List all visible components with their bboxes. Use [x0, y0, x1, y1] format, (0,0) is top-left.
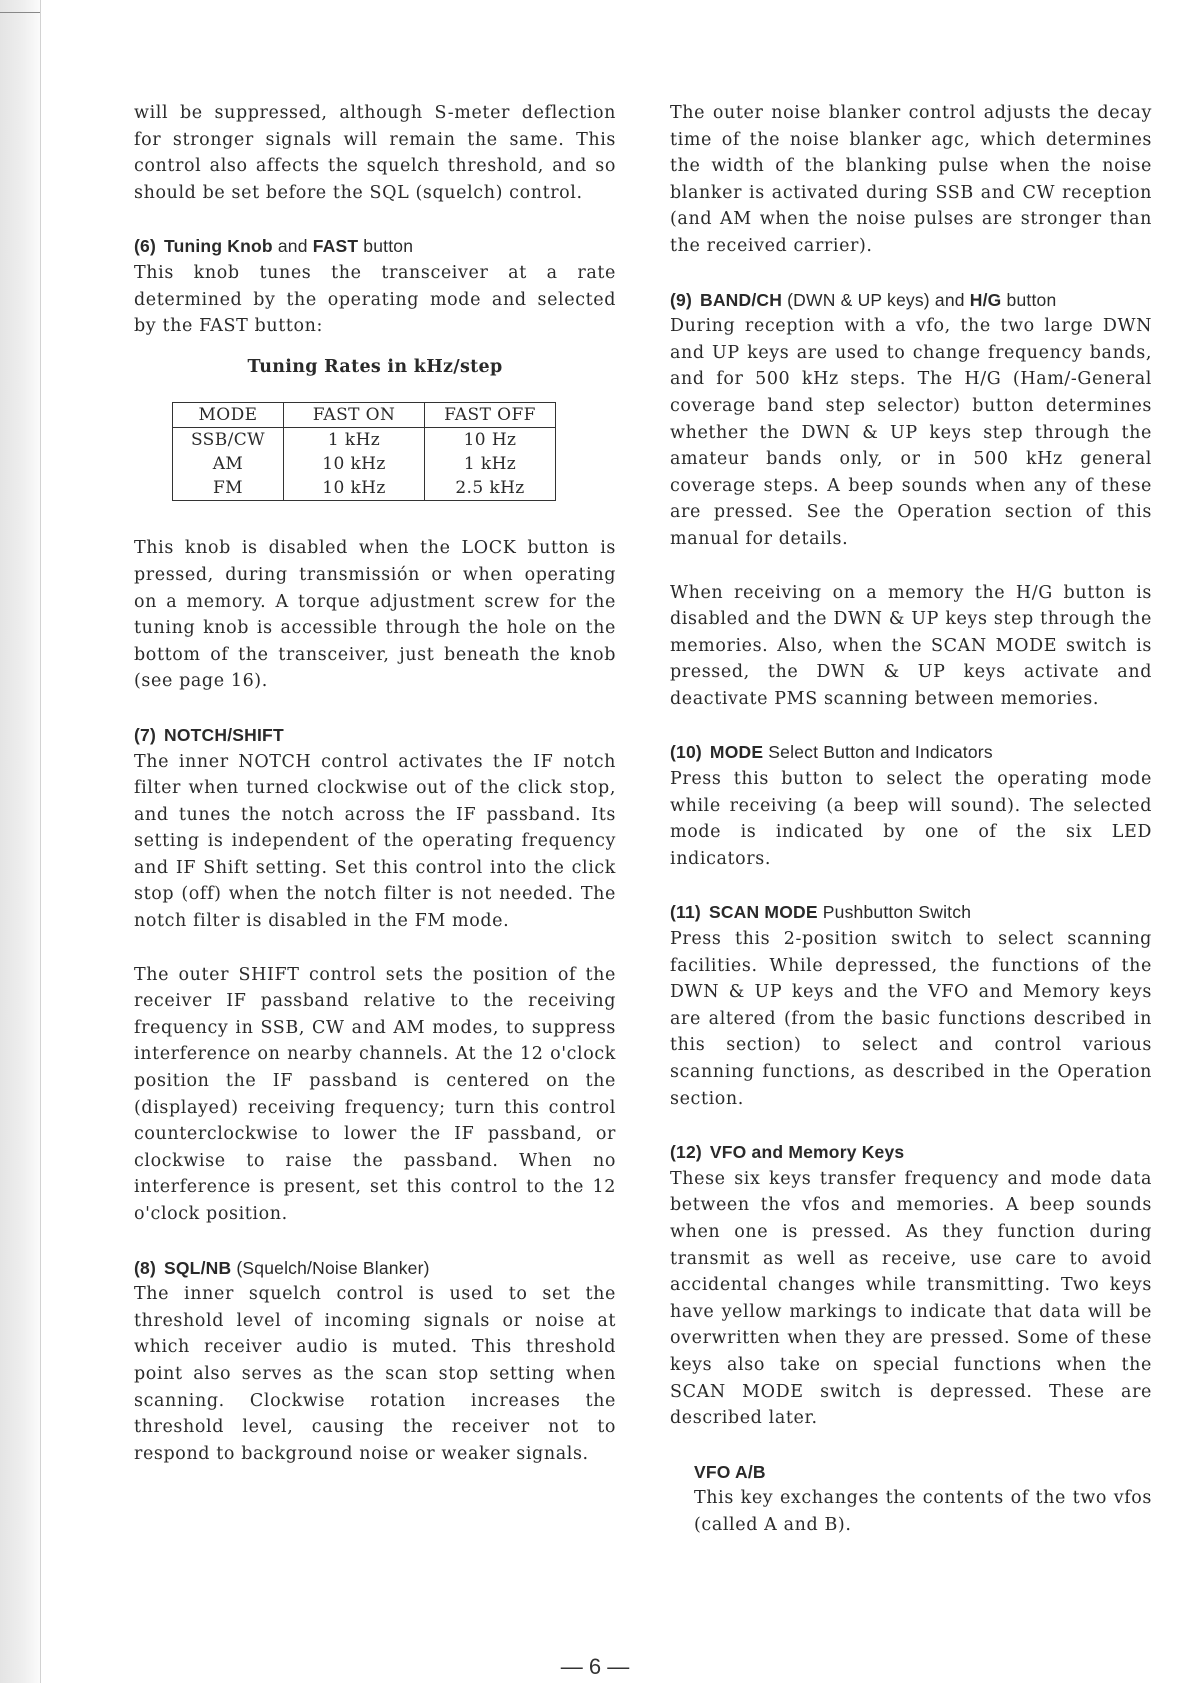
section-title-2: FAST [312, 236, 359, 257]
section-title: SQL/NB [164, 1257, 232, 1278]
section-title: MODE [709, 742, 764, 763]
section-10-heading [670, 739, 1152, 766]
tuning-rates-table [172, 402, 556, 501]
binding-mark [0, 12, 40, 13]
table-cell: 10 Hz [425, 428, 556, 453]
knob-disabled-paragraph: This knob is disabled when the LOCK button is pressed, during transmissión or when operating on a memory. A torque adjustment screw for the tuning knob is accessible through the hole on the bottom of the transceiver, just beneath the knob (see page 16). [134, 538, 616, 692]
table-cell: 1 kHz [425, 452, 556, 476]
table-cell: 2.5 kHz [425, 476, 556, 501]
section-subtitle: (DWN & UP keys) and [782, 289, 970, 310]
section-subtitle: Select Button and Indicators [763, 742, 993, 763]
squelch-paragraph: The inner squelch control is used to set the threshold level of incoming signals or noise at which receiver audio is muted. This threshold point also serves as the scan stop setting when scanning. Clockwise rotation increases the threshold level, causing the receiver not to respond to background noise or weaker signals. [134, 1284, 616, 1464]
mode-paragraph: Press this button to select the operating mode while receiving (a beep will sound). The selected mode is indicated by one of the six LED indicators. [670, 769, 1152, 869]
section-9-heading [670, 287, 1152, 314]
vfo-ab-heading [694, 1459, 1152, 1486]
section-subtitle: button [358, 236, 414, 257]
table-cell: SSB/CW [173, 428, 284, 453]
section-8-heading [134, 1255, 616, 1282]
section-title: BAND/CH [700, 289, 783, 310]
table-row [173, 476, 556, 501]
tuning-rates-title: Tuning Rates in kHz/step [247, 356, 503, 377]
section-7-heading [134, 722, 616, 749]
section-number: (12) [670, 1142, 702, 1163]
section-number: (10) [670, 742, 702, 763]
section-number: (11) [670, 902, 701, 923]
table-header-row [173, 403, 556, 428]
section-title: VFO and Memory Keys [709, 1142, 905, 1163]
table-cell: 10 kHz [284, 452, 425, 476]
table-header-cell: MODE [173, 403, 284, 428]
section-title: Tuning Knob [164, 236, 273, 257]
section-number: (9) [670, 289, 692, 310]
section-12-heading [670, 1139, 1152, 1166]
section-title: SCAN MODE [708, 902, 818, 923]
table-cell: FM [173, 476, 284, 501]
section-11-heading [670, 899, 1152, 926]
left-column [134, 100, 616, 1467]
band-ch-paragraph: During reception with a vfo, the two large DWN and UP keys are used to change frequency bands, and for 500 kHz steps. The H/G (Ham/-General coverage band step selector) button determines whether the DWN & UP keys step through the amateur bands only, or in 500 kHz general coverage steps. A beep sounds when any of these are pressed. See the Operation section of this manual for details. [670, 316, 1152, 549]
notch-paragraph: The inner NOTCH control activates the IF notch filter when turned clockwise out of the click stop, and tunes the notch across the IF passband. Its setting is independent of the operating frequency and IF Shift setting. Set this control into the click stop (off) when the notch filter is not needed. The notch filter is disabled in the FM mode. [134, 751, 616, 932]
section-number: (6) [134, 236, 156, 257]
section-subtitle: Pushbutton Switch [817, 902, 972, 923]
table-cell: AM [173, 452, 284, 476]
section-subtitle: (Squelch/Noise Blanker) [231, 1257, 430, 1278]
table-row [173, 452, 556, 476]
section-number: (7) [134, 724, 156, 745]
intro-paragraph: will be suppressed, although S-meter deflection for stronger signals will remain the same. This control also affects the squelch threshold, and so should be set before the SQL (squelch) control. [134, 103, 616, 203]
noise-blanker-paragraph: The outer noise blanker control adjusts the decay time of the noise blanker agc, which determines the width of the blanking pulse when the noise blanker is activated during SSB and CW reception (and AM when the noise pulses are stronger than the received carrier). [670, 103, 1152, 256]
vfo-ab-paragraph: This key exchanges the contents of the two vfos (called A and B). [694, 1488, 1152, 1535]
tuning-knob-paragraph: This knob tunes the transceiver at a rate determined by the operating mode and selected by the FAST button: [134, 262, 616, 337]
table-cell: 10 kHz [284, 476, 425, 501]
section-title-2: H/G [969, 289, 1002, 310]
memory-receive-paragraph: When receiving on a memory the H/G button is disabled and the DWN & UP keys step through the memories. Also, when the SCAN MODE switch is pressed, the DWN & UP keys activate and deactivate PMS scanning between memories. [670, 582, 1152, 709]
table-header-cell: FAST ON [284, 403, 425, 428]
section-subtitle-2: button [1001, 289, 1057, 310]
shift-paragraph: The outer SHIFT control sets the position of the receiver IF passband relative to the receiving frequency in SSB, CW and AM modes, to suppress interference on nearby channels. At the 12 o'clock position the IF passband is centered on the (displayed) receiving frequency; turn this control counterclockwise to lower the IF passband, or clockwise to raise the passband. When no interference is present, set this control to the 12 o'clock position. [134, 964, 616, 1224]
page-number: — 6 — [560, 1654, 630, 1679]
scan-mode-paragraph: Press this 2-position switch to select scanning facilities. While depressed, the functions of the DWN & UP keys and the VFO and Memory keys are altered (from the basic functions described in this section) to select and control various scanning functions, as described in the Operation section. [670, 929, 1152, 1109]
right-column [670, 100, 1152, 1539]
table-header-cell: FAST OFF [425, 403, 556, 428]
vfo-ab-block [670, 1459, 1152, 1539]
section-title: NOTCH/SHIFT [164, 724, 284, 745]
section-connector: and [272, 236, 313, 257]
vfo-ab-title: VFO A/B [694, 1461, 766, 1482]
page-binding-edge [0, 0, 41, 1683]
table-row [173, 428, 556, 453]
vfo-memory-paragraph: These six keys transfer frequency and mode data between the vfos and memories. A beep sounds when one is pressed. As they function during transmit as well as receive, use care to avoid accidental changes while transmitting. Two keys have yellow markings to indicate that data will be overwritten when they are pressed. Some of these keys also take on special functions when the SCAN MODE switch is depressed. These are described later. [670, 1168, 1152, 1429]
table-cell: 1 kHz [284, 428, 425, 453]
section-number: (8) [134, 1257, 156, 1278]
section-6-heading [134, 233, 616, 260]
